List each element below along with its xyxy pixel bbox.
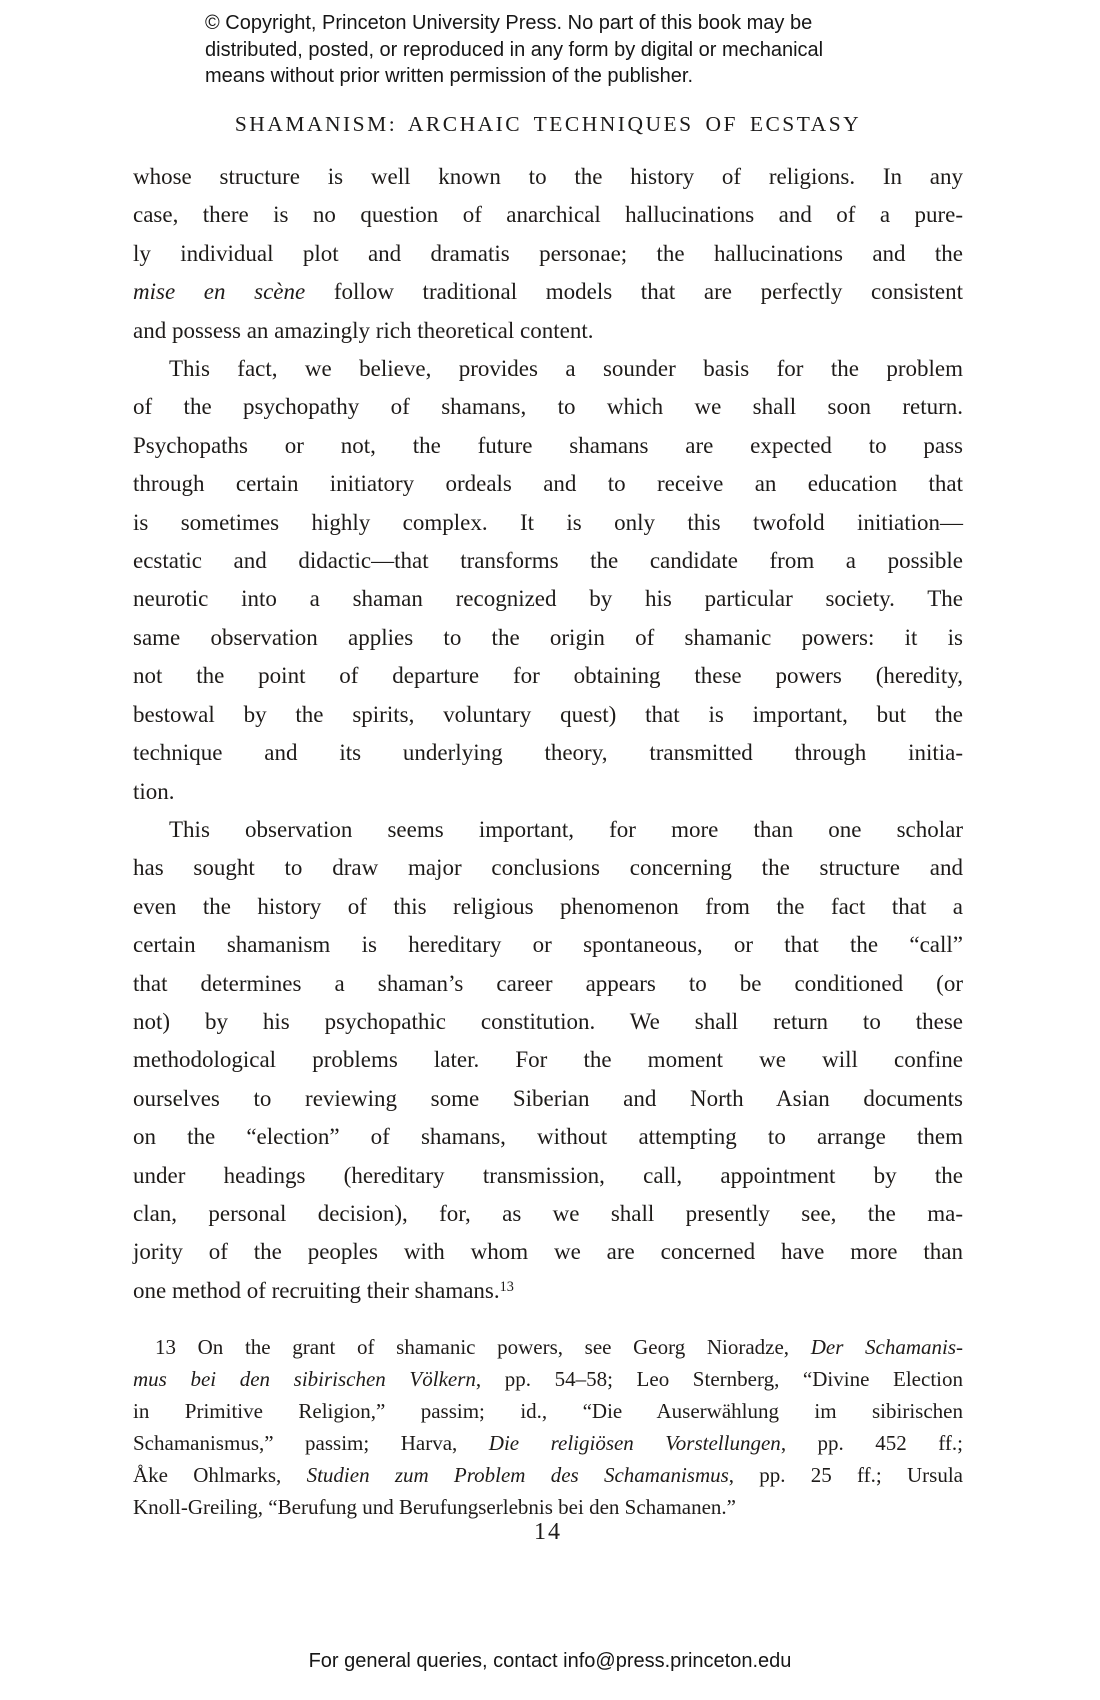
text-line (133, 773, 963, 811)
text-run: that determines a shaman’s career appears to be conditioned (or (133, 970, 963, 996)
text-run: not) by his psychopathic constitution. We shall return to these (133, 1008, 963, 1034)
footnote-reference: 13 (499, 1279, 514, 1296)
text-line (205, 37, 925, 64)
text-line (133, 696, 963, 734)
text-line (133, 1041, 963, 1079)
text-line (133, 504, 963, 542)
text-run: jority of the peoples with whom we are concerned have more than (133, 1239, 963, 1265)
text-line (205, 10, 925, 37)
text-run: one method of recruiting their shamans. (133, 1277, 500, 1303)
footer-contact: For general queries, contact info@press.princeton.edu (308, 1650, 792, 1672)
text-run: ourselves to reviewing some Siberian and North Asian documents (133, 1085, 963, 1111)
text-line (133, 1195, 963, 1233)
text-run: has sought to draw major conclusions concerning the structure and (133, 855, 963, 881)
text-run: This fact, we believe, provides a sounder basis for the problem (169, 356, 963, 382)
text-run: of the psychopathy of shamans, to which we shall soon return. (133, 394, 963, 420)
text-run: clan, personal decision), for, as we shall presently see, the ma- (133, 1200, 963, 1226)
page-number: 14 (534, 1519, 562, 1545)
text-run: , pp. 54–58; Leo Sternberg, “Divine Election (475, 1367, 963, 1391)
text-line (133, 1331, 963, 1363)
text-line (133, 1157, 963, 1195)
text-line (133, 312, 963, 350)
text-run: Knoll-Greiling, “Berufung und Berufungserlebnis bei den Schamanen.” (133, 1495, 737, 1519)
text-run: , pp. 25 ff.; Ursula (728, 1463, 963, 1487)
text-run: and possess an amazingly rich theoretical content. (133, 317, 594, 343)
text-run: even the history of this religious phenomenon from the fact that a (133, 893, 963, 919)
text-run: ecstatic and didactic—that transforms the candidate from a possible (133, 548, 963, 574)
text-run: Die religiösen Vorstellungen (488, 1431, 781, 1455)
paragraph (133, 350, 963, 811)
text-line (133, 1003, 963, 1041)
text-run: follow traditional models that are perfectly consistent (305, 279, 964, 305)
text-run: distributed, posted, or reproduced in any form by digital or mechanical (205, 38, 824, 61)
text-run: not the point of departure for obtaining these powers (heredity, (133, 663, 963, 689)
text-line (133, 1395, 963, 1427)
text-line (133, 1272, 963, 1310)
running-head: SHAMANISM: ARCHAIC TECHNIQUES OF ECSTASY (234, 112, 862, 136)
text-run: This observation seems important, for more than one scholar (169, 816, 963, 842)
text-run: on the “election” of shamans, without attempting to arrange them (133, 1124, 963, 1150)
text-line (133, 158, 963, 196)
text-run: in Primitive Religion,” passim; id., “Die Auserwählung im sibirischen (133, 1399, 963, 1423)
text-line (133, 427, 963, 465)
text-run: Studien zum Problem des Schamanismus (306, 1463, 729, 1487)
text-line (133, 273, 963, 311)
text-run: © Copyright, Princeton University Press. No part of this book may be (205, 12, 813, 34)
text-line (133, 965, 963, 1003)
copyright-notice (205, 10, 925, 90)
paragraph (133, 158, 963, 350)
text-run: case, there is no question of anarchical hallucinations and of a pure- (133, 202, 963, 228)
text-line (133, 196, 963, 234)
text-line (133, 811, 963, 849)
text-run: neurotic into a shaman recognized by his particular society. The (133, 586, 963, 612)
text-line (133, 1233, 963, 1271)
text-line (133, 350, 963, 388)
text-run: technique and its underlying theory, transmitted through initia- (133, 740, 963, 766)
text-line (133, 580, 963, 618)
text-line (133, 734, 963, 772)
text-run: Der Schamanis- (810, 1335, 963, 1359)
text-line (205, 63, 925, 90)
text-line (133, 1363, 963, 1395)
text-run: Schamanismus,” passim; Harva, (133, 1431, 489, 1455)
text-line (133, 1118, 963, 1156)
body-text (133, 158, 963, 1310)
text-line (133, 657, 963, 695)
text-line (133, 926, 963, 964)
text-run: tion. (133, 778, 175, 804)
text-run: is sometimes highly complex. It is only this twofold initiation— (133, 509, 963, 535)
text-run: same observation applies to the origin of shamanic powers: it is (133, 624, 963, 650)
text-line (133, 1459, 963, 1491)
text-line (133, 542, 963, 580)
text-line (133, 619, 963, 657)
text-run: whose structure is well known to the history of religions. In any (133, 164, 963, 189)
text-run: mise en scène (133, 279, 306, 305)
text-line (133, 465, 963, 503)
text-run: certain shamanism is hereditary or spontaneous, or that the “call” (133, 932, 963, 958)
footnote (133, 1331, 963, 1523)
text-line (133, 888, 963, 926)
text-line (133, 1427, 963, 1459)
text-run: through certain initiatory ordeals and to receive an education that (133, 471, 963, 497)
text-run: mus bei den sibirischen Völkern (133, 1367, 476, 1391)
text-run: , pp. 452 ff.; (780, 1431, 963, 1455)
text-run: bestowal by the spirits, voluntary quest) that is important, but the (133, 701, 963, 727)
text-run: Psychopaths or not, the future shamans are expected to pass (133, 432, 963, 458)
text-run: means without prior written permission of the publisher. (205, 65, 694, 87)
text-line (133, 388, 963, 426)
text-line (133, 1080, 963, 1118)
text-run: under headings (hereditary transmission, call, appointment by the (133, 1162, 963, 1188)
text-line (133, 849, 963, 887)
text-run: 13 On the grant of shamanic powers, see Georg Nioradze, (155, 1335, 811, 1359)
text-run: ly individual plot and dramatis personae; the hallucinations and the (133, 240, 963, 266)
text-line (133, 235, 963, 273)
text-run: Åke Ohlmarks, (133, 1463, 307, 1487)
text-run: methodological problems later. For the moment we will confine (133, 1047, 963, 1073)
paragraph (133, 811, 963, 1310)
